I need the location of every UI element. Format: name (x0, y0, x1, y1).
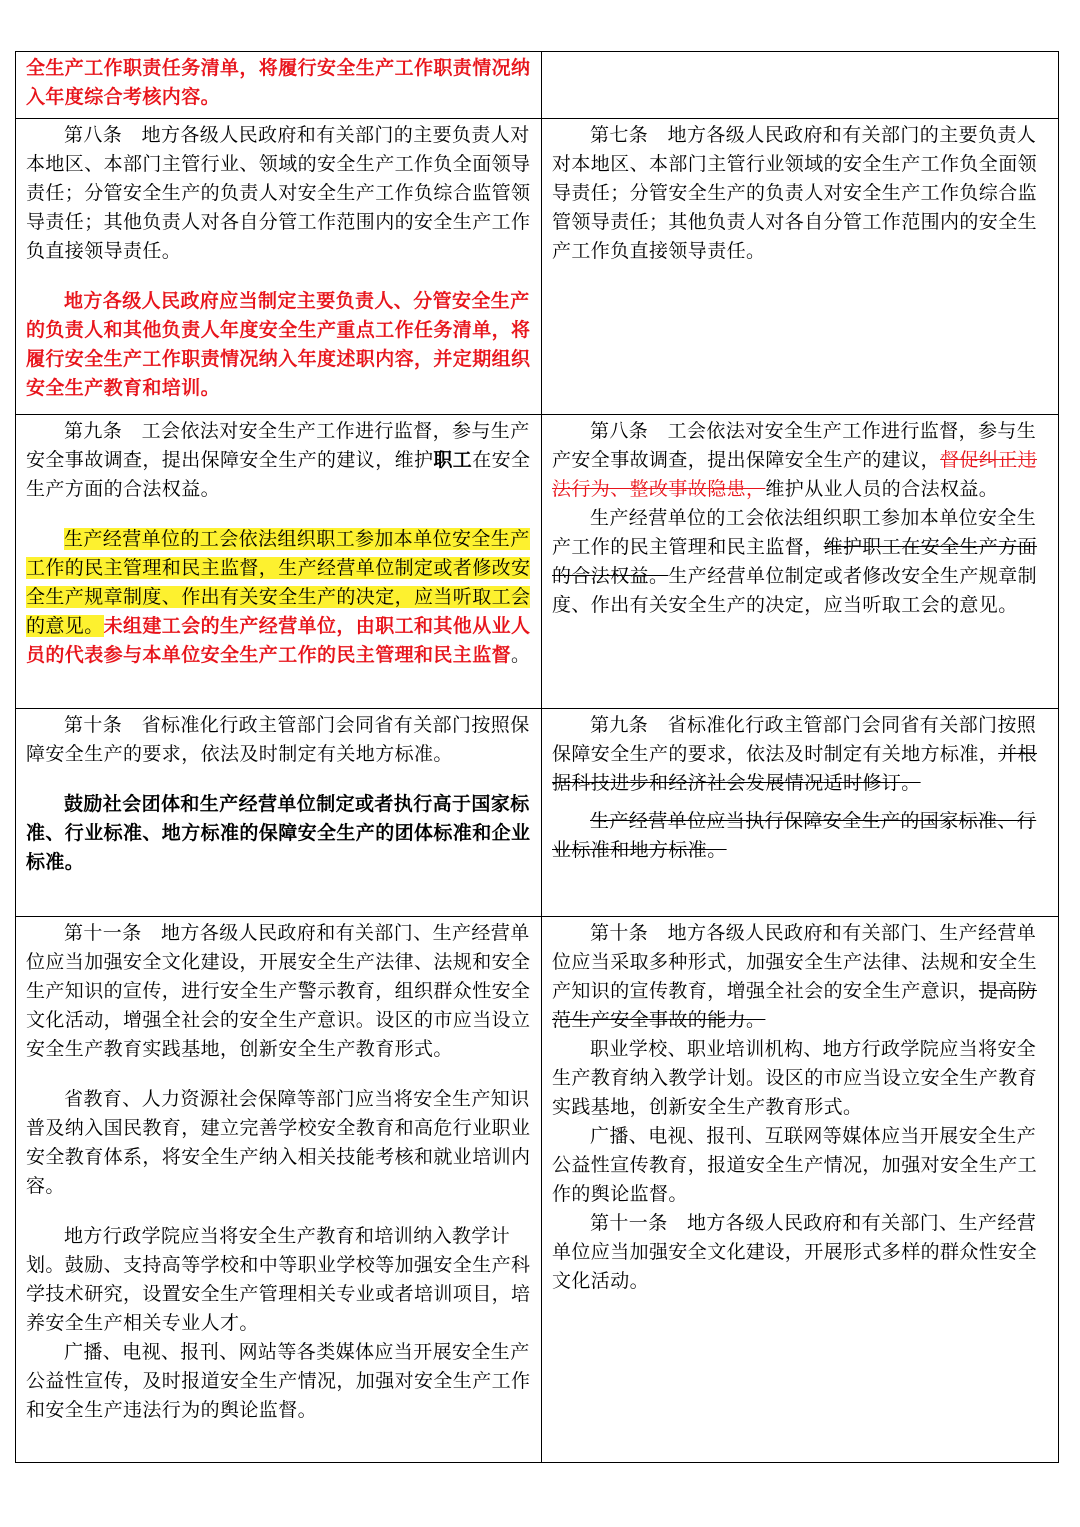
article-10-old (552, 919, 1049, 1035)
deleted-paragraph (552, 807, 1049, 865)
new-text-cell (16, 119, 542, 415)
table-row (16, 415, 1059, 709)
article-9-old (552, 711, 1049, 798)
old-text-cell (542, 415, 1059, 709)
old-text-cell (542, 119, 1059, 415)
deleted-segment: 督促纠正违法行为、整改事故隐患， (552, 449, 1038, 500)
highlighted-segment: 生产经营单位的工会依法组织职工参加本单位安全生产工作的民主管理和民主监督，生产经营单位制定或者修改安全生产规章制度、作出有关安全生产的决定，应当听取工会的意见。 (26, 528, 531, 637)
table-row (16, 119, 1059, 415)
text-segment: 第九条 工会依法对安全生产工作进行监督，参与生产安全事故调查，提出保障安全生产的建议，维护 (26, 420, 530, 471)
old-text-cell (542, 709, 1059, 917)
new-text-cell (16, 415, 542, 709)
table-row (16, 917, 1059, 1463)
article-7-old: 第七条 地方各级人民政府和有关部门的主要负责人对本地区、本部门主管行业领域的安全生产工作负全面领导责任；分管安全生产的负责人对安全生产工作负综合监管领导责任；其他负责人对各自分管工作范围内的安全生产工作负直接领导责任。 (552, 124, 1038, 262)
added-segment: 未组建工会的生产经营单位，由职工和其他从业人员的代表参与本单位安全生产工作的民主管理和民主监督 (26, 615, 531, 666)
article-8-old (552, 417, 1049, 504)
text-segment: 在安全生产方面的合法权益。 (26, 449, 531, 500)
union-paragraph-old (552, 504, 1049, 620)
comparison-table (15, 51, 1059, 1463)
added-paragraph: 鼓励社会团体和生产经营单位制定或者执行高于国家标准、行业标准、地方标准的保障安全生产的团体标准和企业标准。 (26, 793, 531, 873)
text-segment: 生产经营单位制定或者修改安全生产规章制度、作出有关安全生产的决定，应当听取工会的意见。 (552, 565, 1038, 616)
article-11-new: 第十一条 地方各级人民政府和有关部门、生产经营单位应当加强安全文化建设，开展安全生产法律、法规和安全生产知识的宣传，进行安全生产警示教育，组织群众性安全文化活动，增强全社会的安全生产意识。设区的市应当设立安全生产教育实践基地，创新安全生产教育形式。 (26, 922, 531, 1060)
media-paragraph: 广播、电视、报刊、网站等各类媒体应当开展安全生产公益性宣传，及时报道安全生产情况，加强对安全生产工作和安全生产违法行为的舆论监督。 (26, 1341, 531, 1421)
article-8-new: 第八条 地方各级人民政府和有关部门的主要负责人对本地区、本部门主管行业、领域的安全生产工作负全面领导责任；分管安全生产的负责人对安全生产工作负综合监管领导责任；其他负责人对各自分管工作范围内的安全生产工作负直接领导责任。 (26, 124, 531, 262)
article-10-new: 第十条 省标准化行政主管部门会同省有关部门按照保障安全生产的要求，依法及时制定有关地方标准。 (26, 714, 530, 765)
deleted-segment: 并根据科技进步和经济社会发展情况适时修订。 (552, 743, 1038, 794)
academy-paragraph: 地方行政学院应当将安全生产教育和培训纳入教学计划。鼓励、支持高等学校和中等职业学校等加强安全生产科学技术研究，设置安全生产管理相关专业或者培训项目，培养安全生产相关专业人才。 (26, 1225, 531, 1334)
text-segment: 维护从业人员的合法权益。 (765, 478, 999, 500)
text-segment: 第九条 省标准化行政主管部门会同省有关部门按照保障安全生产的要求，依法及时制定有关地方标准， (552, 714, 1037, 765)
bold-segment: 职工 (433, 449, 473, 471)
text-segment: 生产经营单位的工会依法组织职工参加本单位安全生产工作的民主管理和民主监督， (552, 507, 1037, 558)
deleted-segment: 生产经营单位应当执行保障安全生产的国家标准、行业标准和地方标准。 (552, 810, 1037, 861)
table-row (16, 709, 1059, 917)
article-9-new (26, 417, 532, 504)
deleted-segment: 维护职工在安全生产方面的合法权益。 (552, 536, 1038, 587)
deleted-segment: 提高防范生产安全事故的能力。 (552, 980, 1038, 1031)
paragraph: 全生产工作职责任务清单，将履行安全生产工作职责情况纳入年度综合考核内容。 (26, 57, 531, 108)
added-paragraph: 地方各级人民政府应当制定主要负责人、分管安全生产的负责人和其他负责人年度安全生产重点工作任务清单，将履行安全生产工作职责情况纳入年度述职内容，并定期组织安全生产教育和培训。 (26, 290, 531, 399)
article-11-old: 第十一条 地方各级人民政府和有关部门、生产经营单位应当加强安全文化建设，开展形式多样的群众性安全文化活动。 (552, 1212, 1038, 1292)
new-text-cell (16, 709, 542, 917)
text-segment: 。 (511, 644, 531, 666)
text-segment: 第十条 地方各级人民政府和有关部门、生产经营单位应当采取多种形式，加强安全生产法律、法规和安全生产知识的宣传教育，增强全社会的安全生产意识， (552, 922, 1038, 1002)
old-text-cell (542, 917, 1059, 1463)
new-text-cell (16, 52, 542, 119)
table-row (16, 52, 1059, 119)
education-paragraph: 省教育、人力资源社会保障等部门应当将安全生产知识普及纳入国民教育，建立完善学校安全教育和高危行业职业安全教育体系，将安全生产纳入相关技能考核和就业培训内容。 (26, 1088, 531, 1197)
old-text-cell (542, 52, 1059, 119)
union-paragraph (26, 525, 532, 670)
vocational-paragraph: 职业学校、职业培训机构、地方行政学院应当将安全生产教育纳入教学计划。设区的市应当设立安全生产教育实践基地，创新安全生产教育形式。 (552, 1038, 1038, 1118)
text-segment: 第八条 工会依法对安全生产工作进行监督，参与生产安全事故调查，提出保障安全生产的建议， (552, 420, 1037, 471)
new-text-cell (16, 917, 542, 1463)
media-paragraph-old: 广播、电视、报刊、互联网等媒体应当开展安全生产公益性宣传教育，报道安全生产情况，加强对安全生产工作的舆论监督。 (552, 1125, 1038, 1205)
